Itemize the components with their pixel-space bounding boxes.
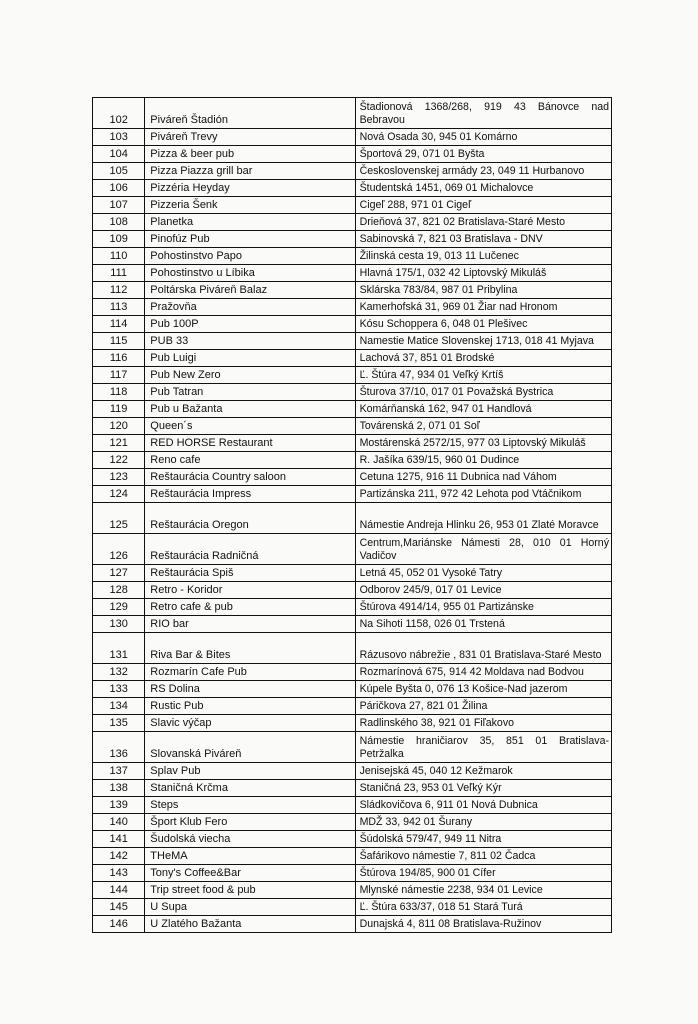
establishment-address: Radlinského 38, 921 01 Fiľakovo	[355, 715, 611, 732]
table-row	[93, 316, 612, 333]
establishment-name: Piváreň Trevy	[145, 129, 355, 146]
establishment-address: Československej armády 23, 049 11 Hurbanovo	[355, 163, 611, 180]
establishment-address: Štadionová 1368/268, 919 43 Bánovce nad Bebravou	[355, 98, 611, 129]
establishment-address: Dunajská 4, 811 08 Bratislava-Ružinov	[355, 916, 611, 933]
establishment-name: Rustic Pub	[145, 698, 355, 715]
row-number: 144	[93, 882, 145, 899]
establishment-address: Námestie Andreja Hlinku 26, 953 01 Zlaté Moravce	[355, 503, 611, 534]
establishment-address: Továrenská 2, 071 01 Soľ	[355, 418, 611, 435]
table-row	[93, 797, 612, 814]
establishment-name: Pizza & beer pub	[145, 146, 355, 163]
establishments-table	[92, 97, 612, 933]
row-number: 107	[93, 197, 145, 214]
establishment-address: Sklárska 783/84, 987 01 Pribylina	[355, 282, 611, 299]
table-row	[93, 582, 612, 599]
establishment-name: Pub 100P	[145, 316, 355, 333]
table-row	[93, 98, 612, 129]
establishment-name: Pinofúz Pub	[145, 231, 355, 248]
establishment-address: Odborov 245/9, 017 01 Levice	[355, 582, 611, 599]
establishment-name: U Supa	[145, 899, 355, 916]
row-number: 139	[93, 797, 145, 814]
table-row	[93, 197, 612, 214]
table-row	[93, 848, 612, 865]
row-number: 132	[93, 664, 145, 681]
establishment-address: Páričkova 27, 821 01 Žilina	[355, 698, 611, 715]
establishment-address: Na Sihoti 1158, 026 01 Trstená	[355, 616, 611, 633]
establishment-name: Piváreň Štadión	[145, 98, 355, 129]
row-number: 117	[93, 367, 145, 384]
row-number: 103	[93, 129, 145, 146]
establishment-address: Šafárikovo námestie 7, 811 02 Čadca	[355, 848, 611, 865]
table-row	[93, 599, 612, 616]
establishment-address: Cigeľ 288, 971 01 Cigeľ	[355, 197, 611, 214]
table-row	[93, 565, 612, 582]
table-row	[93, 333, 612, 350]
row-number: 123	[93, 469, 145, 486]
establishment-address: Námestie hraničiarov 35, 851 01 Bratislava-Petržalka	[355, 732, 611, 763]
table-row	[93, 435, 612, 452]
establishment-name: Pizza Piazza grill bar	[145, 163, 355, 180]
establishment-name: Pub New Zero	[145, 367, 355, 384]
establishment-address: Žilinská cesta 19, 013 11 Lučenec	[355, 248, 611, 265]
table-row	[93, 452, 612, 469]
establishment-name: Pohostinstvo u Líbika	[145, 265, 355, 282]
establishment-address: Jenisejská 45, 040 12 Kežmarok	[355, 763, 611, 780]
table-row	[93, 231, 612, 248]
table-row	[93, 129, 612, 146]
establishment-address: Staničná 23, 953 01 Veľký Kýr	[355, 780, 611, 797]
establishment-address: Kúpele Byšta 0, 076 13 Košice-Nad jazerom	[355, 681, 611, 698]
establishment-name: Queen´s	[145, 418, 355, 435]
table-row	[93, 146, 612, 163]
row-number: 133	[93, 681, 145, 698]
establishment-name: THeMA	[145, 848, 355, 865]
table-row	[93, 163, 612, 180]
establishment-name: Trip street food & pub	[145, 882, 355, 899]
table-row	[93, 899, 612, 916]
row-number: 118	[93, 384, 145, 401]
table-row	[93, 350, 612, 367]
table-row	[93, 282, 612, 299]
row-number: 135	[93, 715, 145, 732]
establishment-name: Reštaurácia Oregon	[145, 503, 355, 534]
establishment-address: Sabinovská 7, 821 03 Bratislava - DNV	[355, 231, 611, 248]
establishment-address: Štúrova 4914/14, 955 01 Partizánske	[355, 599, 611, 616]
establishment-address: Mostárenská 2572/15, 977 03 Liptovský Mikuláš	[355, 435, 611, 452]
row-number: 102	[93, 98, 145, 129]
row-number: 116	[93, 350, 145, 367]
table-row	[93, 616, 612, 633]
row-number: 109	[93, 231, 145, 248]
table-row	[93, 633, 612, 664]
establishment-address: Študentská 1451, 069 01 Michalovce	[355, 180, 611, 197]
establishment-name: RIO bar	[145, 616, 355, 633]
row-number: 127	[93, 565, 145, 582]
table-row	[93, 180, 612, 197]
establishment-address: Hlavná 175/1, 032 42 Liptovský Mikuláš	[355, 265, 611, 282]
table-row	[93, 214, 612, 231]
establishment-address: Rozmarínová 675, 914 42 Moldava nad Bodvou	[355, 664, 611, 681]
row-number: 125	[93, 503, 145, 534]
row-number: 115	[93, 333, 145, 350]
table-row	[93, 384, 612, 401]
establishment-name: Reštaurácia Radničná	[145, 534, 355, 565]
table-row	[93, 299, 612, 316]
table-row	[93, 664, 612, 681]
row-number: 119	[93, 401, 145, 418]
establishment-name: Šudolská viecha	[145, 831, 355, 848]
row-number: 111	[93, 265, 145, 282]
table-row	[93, 534, 612, 565]
row-number: 134	[93, 698, 145, 715]
establishment-name: Pub Luigi	[145, 350, 355, 367]
table-row	[93, 486, 612, 503]
table-row	[93, 715, 612, 732]
establishment-name: Rozmarín Cafe Pub	[145, 664, 355, 681]
establishment-name: Splav Pub	[145, 763, 355, 780]
establishment-address: Kósu Schoppera 6, 048 01 Plešivec	[355, 316, 611, 333]
establishment-name: Reštaurácia Spiš	[145, 565, 355, 582]
table-row	[93, 503, 612, 534]
row-number: 110	[93, 248, 145, 265]
table-body	[93, 98, 612, 933]
establishment-address: Partizánska 211, 972 42 Lehota pod Vtáčnikom	[355, 486, 611, 503]
row-number: 146	[93, 916, 145, 933]
establishment-name: Reno cafe	[145, 452, 355, 469]
table-row	[93, 831, 612, 848]
row-number: 112	[93, 282, 145, 299]
row-number: 113	[93, 299, 145, 316]
establishment-address: Ľ. Štúra 633/37, 018 51 Stará Turá	[355, 899, 611, 916]
row-number: 104	[93, 146, 145, 163]
table-row	[93, 865, 612, 882]
row-number: 105	[93, 163, 145, 180]
establishment-address: Šturova 37/10, 017 01 Považská Bystrica	[355, 384, 611, 401]
row-number: 129	[93, 599, 145, 616]
establishment-address: Lachová 37, 851 01 Brodské	[355, 350, 611, 367]
establishment-address: Sládkovičova 6, 911 01 Nová Dubnica	[355, 797, 611, 814]
establishment-address: Rázusovo nábrežie , 831 01 Bratislava-Staré Mesto	[355, 633, 611, 664]
establishment-name: Poltárska Piváreň Balaz	[145, 282, 355, 299]
establishment-address: Cetuna 1275, 916 11 Dubnica nad Váhom	[355, 469, 611, 486]
establishment-address: MDŽ 33, 942 01 Šurany	[355, 814, 611, 831]
row-number: 124	[93, 486, 145, 503]
row-number: 140	[93, 814, 145, 831]
establishment-name: Steps	[145, 797, 355, 814]
establishment-name: Pražovňa	[145, 299, 355, 316]
table-row	[93, 916, 612, 933]
row-number: 114	[93, 316, 145, 333]
establishment-address: Kamerhofská 31, 969 01 Žiar nad Hronom	[355, 299, 611, 316]
table-row	[93, 401, 612, 418]
establishment-name: Staničná Krčma	[145, 780, 355, 797]
establishment-address: R. Jašíka 639/15, 960 01 Dudince	[355, 452, 611, 469]
establishment-name: PUB 33	[145, 333, 355, 350]
table-row	[93, 681, 612, 698]
table-row	[93, 367, 612, 384]
row-number: 131	[93, 633, 145, 664]
row-number: 137	[93, 763, 145, 780]
establishment-address: Komárňanská 162, 947 01 Handlová	[355, 401, 611, 418]
row-number: 121	[93, 435, 145, 452]
establishment-name: RED HORSE Restaurant	[145, 435, 355, 452]
establishment-address: Letná 45, 052 01 Vysoké Tatry	[355, 565, 611, 582]
table-row	[93, 882, 612, 899]
table-row	[93, 248, 612, 265]
table-row	[93, 732, 612, 763]
establishment-address: Mlynské námestie 2238, 934 01 Levice	[355, 882, 611, 899]
row-number: 126	[93, 534, 145, 565]
row-number: 136	[93, 732, 145, 763]
establishment-address: Namestie Matice Slovenskej 1713, 018 41 Myjava	[355, 333, 611, 350]
establishment-name: Slovanská Piváreň	[145, 732, 355, 763]
table-row	[93, 763, 612, 780]
row-number: 108	[93, 214, 145, 231]
establishment-name: Retro cafe & pub	[145, 599, 355, 616]
establishment-name: Reštaurácia Impress	[145, 486, 355, 503]
establishment-address: Drieňová 37, 821 02 Bratislava-Staré Mesto	[355, 214, 611, 231]
establishment-name: Šport Klub Fero	[145, 814, 355, 831]
row-number: 138	[93, 780, 145, 797]
row-number: 141	[93, 831, 145, 848]
row-number: 130	[93, 616, 145, 633]
row-number: 120	[93, 418, 145, 435]
establishment-name: RS Dolina	[145, 681, 355, 698]
establishment-name: Retro - Koridor	[145, 582, 355, 599]
establishment-address: Centrum,Mariánske Námesti 28, 010 01 Horný Vadičov	[355, 534, 611, 565]
table-row	[93, 780, 612, 797]
establishment-name: Planetka	[145, 214, 355, 231]
establishment-name: Pohostinstvo Papo	[145, 248, 355, 265]
establishment-address: Šúdolská 579/47, 949 11 Nitra	[355, 831, 611, 848]
table-row	[93, 469, 612, 486]
table-row	[93, 814, 612, 831]
row-number: 145	[93, 899, 145, 916]
establishment-name: Reštaurácia Country saloon	[145, 469, 355, 486]
establishment-name: Slavic výčap	[145, 715, 355, 732]
establishment-name: U Zlatého Bažanta	[145, 916, 355, 933]
establishment-name: Pizzeria Šenk	[145, 197, 355, 214]
row-number: 106	[93, 180, 145, 197]
row-number: 128	[93, 582, 145, 599]
establishment-address: Ľ. Štúra 47, 934 01 Veľký Krtíš	[355, 367, 611, 384]
row-number: 122	[93, 452, 145, 469]
establishment-address: Štúrova 194/85, 900 01 Cífer	[355, 865, 611, 882]
table-row	[93, 265, 612, 282]
establishment-name: Tony's Coffee&Bar	[145, 865, 355, 882]
row-number: 142	[93, 848, 145, 865]
table-row	[93, 698, 612, 715]
row-number: 143	[93, 865, 145, 882]
establishment-name: Pub u Bažanta	[145, 401, 355, 418]
table-row	[93, 418, 612, 435]
establishment-name: Riva Bar & Bites	[145, 633, 355, 664]
establishment-address: Nová Osada 30, 945 01 Komárno	[355, 129, 611, 146]
establishment-address: Športová 29, 071 01 Byšta	[355, 146, 611, 163]
establishment-name: Pub Tatran	[145, 384, 355, 401]
establishment-name: Pizzéria Heyday	[145, 180, 355, 197]
